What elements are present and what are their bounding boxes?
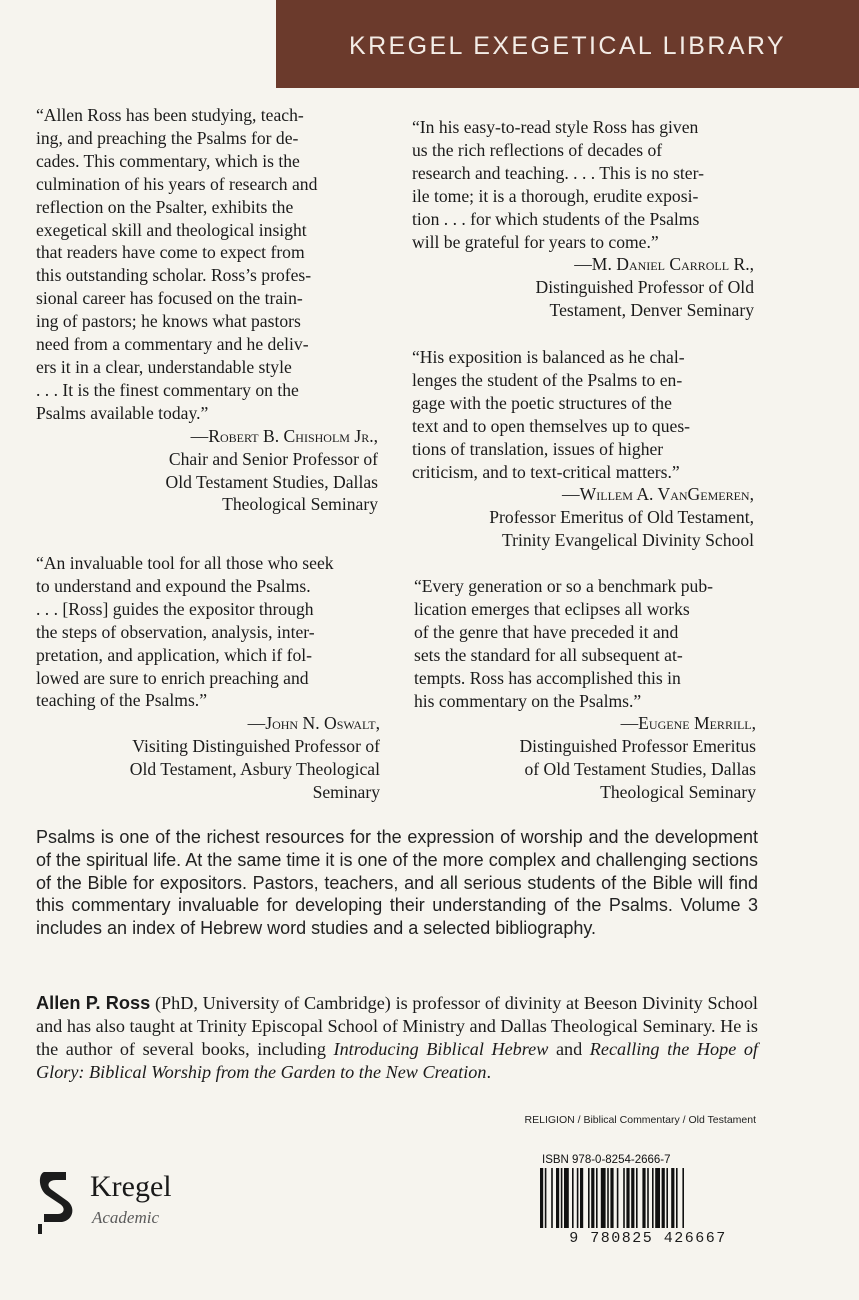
endorsement-oswalt <box>36 552 380 804</box>
quote-text: “In his easy-to-read style Ross has given us the rich reflections of decades of research and teaching. . . . This is no ster- ile tome; it is a thorough, erudite exposi- tion . . . for which students of the Psalms will be grateful for years to come.” <box>412 117 704 252</box>
quote-text: “His exposition is balanced as he chal- lenges the student of the Psalms to en- gage with the poetic structures of the text and to open themselves up to ques- tions of translation, issues of higher criticism, and to text-critical matters.” <box>412 347 691 482</box>
barcode-bar <box>596 1168 598 1228</box>
endorsement-carroll <box>412 116 754 322</box>
barcode-bar <box>564 1168 569 1228</box>
barcode-bar <box>556 1168 559 1228</box>
barcode-bar <box>636 1168 638 1228</box>
author-bio: Allen P. Ross (PhD, University of Cambridge) is professor of divinity at Beeson Divinity School and has also taught at Trinity Episcopal School of Ministry and Dallas Theological Seminary. He is the author of several books, including Introducing Biblical Hebrew and Recalling the Hope of Glory: Biblical Worship from the Garden to the New Creation. <box>36 993 758 1082</box>
book-title: Introducing Biblical Hebrew <box>333 1039 549 1059</box>
barcode-digits: 9 780825 426667 <box>569 1230 727 1247</box>
endorsement-merrill <box>414 575 756 804</box>
quote-text: “An invaluable tool for all those who seek to understand and expound the Psalms. . . . [Ross] guides the expositor through the steps of observation, analysis, inter- pretation, and application, which if fol- lowed are sure to enrich preaching and teaching of the Psalms.” <box>36 553 334 711</box>
isbn-number: ISBN 978-0-8254-2666-7 <box>542 1154 671 1166</box>
barcode-bar <box>631 1168 634 1228</box>
barcode-bar <box>607 1168 609 1228</box>
barcode-bar <box>623 1168 625 1228</box>
isbn-barcode <box>538 1154 758 1250</box>
quote-text: “Allen Ross has been studying, teach- ing, and preaching the Psalms for de- cades. This commentary, which is the culmination of his years of research and reflection on the Psalter, exhibits the exegetical skill and theological insight that readers have come to expect from this outstanding scholar. Ross’s profes- sional career has focused on the train- ing of pastors; he knows what pastors need from a commentary and he deliv- ers it in a clear, understandable style . . . It is the finest commentary on the Psalms available today.” <box>36 105 318 423</box>
barcode-bar <box>682 1168 684 1228</box>
quote-attribution: —Willem A. VanGemeren, Professor Emeritus of Old Testament, Trinity Evangelical Divinity School <box>412 483 754 552</box>
endorser-name: —Willem A. VanGemeren, <box>562 484 754 505</box>
quote-attribution: —Robert B. Chisholm Jr., Chair and Senior Professor of Old Testament Studies, Dallas Theological Seminary <box>36 425 378 517</box>
barcode-bar <box>610 1168 613 1228</box>
barcode-bar <box>647 1168 649 1228</box>
barcode-bar <box>662 1168 665 1228</box>
barcode-bar <box>655 1168 660 1228</box>
publisher-logo <box>36 1166 276 1246</box>
barcode-bar <box>642 1168 645 1228</box>
bio-text: (PhD, University of Cambridge) is professor of divinity at Beeson Divinity School and has also taught at Trinity Episcopal School of Ministry and Dallas Theological Seminary. He is the author of several books, including <box>36 993 758 1059</box>
barcode-bar <box>617 1168 619 1228</box>
author-name: Allen P. Ross <box>36 993 151 1013</box>
barcode-bar <box>626 1168 629 1228</box>
endorser-name: —Eugene Merrill, <box>620 713 756 734</box>
quote-attribution: —M. Daniel Carroll R., Distinguished Professor of Old Testament, Denver Seminary <box>412 253 754 322</box>
barcode-bar <box>671 1168 674 1228</box>
subject-category: RELIGION / Biblical Commentary / Old Testament <box>524 1114 756 1126</box>
quote-attribution: —Eugene Merrill, Distinguished Professor Emeritus of Old Testament Studies, Dallas Theological Seminary <box>414 712 756 804</box>
barcode-bar <box>652 1168 654 1228</box>
endorser-name: —M. Daniel Carroll R., <box>574 254 754 275</box>
barcode-bar <box>561 1168 563 1228</box>
barcode-bar <box>572 1168 574 1228</box>
publisher-name: Kregel <box>90 1170 172 1203</box>
publisher-imprint: Academic <box>92 1208 160 1227</box>
endorsement-vangemeren <box>412 346 754 552</box>
barcode-bar <box>540 1168 543 1228</box>
barcode-bar <box>676 1168 678 1228</box>
barcode-bar <box>666 1168 668 1228</box>
quote-attribution: —John N. Oswalt, Visiting Distinguished Professor of Old Testament, Asbury Theological Seminary <box>36 712 380 804</box>
endorser-name: —John N. Oswalt, <box>247 713 380 734</box>
endorser-name: —Robert B. Chisholm Jr., <box>190 425 378 446</box>
series-banner <box>276 0 859 88</box>
book-description: Psalms is one of the richest resources for the expression of worship and the development of the spiritual life. At the same time it is one of the more complex and challenging sections of the Bible for expositors. Pastors, teachers, and all serious students of the Bible will find this commentary invaluable for developing their understanding of the Psalms. Volume 3 includes an index of Hebrew word studies and a selected bibliography. <box>36 827 758 939</box>
barcode-bar <box>551 1168 553 1228</box>
quote-text: “Every generation or so a benchmark pub- lication emerges that eclipses all works of the genre that have preceded it and sets the standard for all subsequent at- tempts. Ross has accomplished this in his commentary on the Psalms.” <box>414 576 713 711</box>
kregel-logo-icon <box>36 1166 84 1236</box>
endorsement-chisholm <box>36 104 378 516</box>
barcode-bar <box>577 1168 579 1228</box>
book-title: Recalling the Hope of Glory: Biblical Worship from the Garden to the New Creation <box>36 1039 758 1082</box>
barcode-bar <box>588 1168 590 1228</box>
barcode-bar <box>601 1168 606 1228</box>
barcode-bar <box>591 1168 594 1228</box>
series-title: KREGEL EXEGETICAL LIBRARY <box>349 32 786 60</box>
barcode-bar <box>580 1168 583 1228</box>
barcode-bar <box>545 1168 547 1228</box>
barcode-bars-icon <box>538 1168 758 1230</box>
